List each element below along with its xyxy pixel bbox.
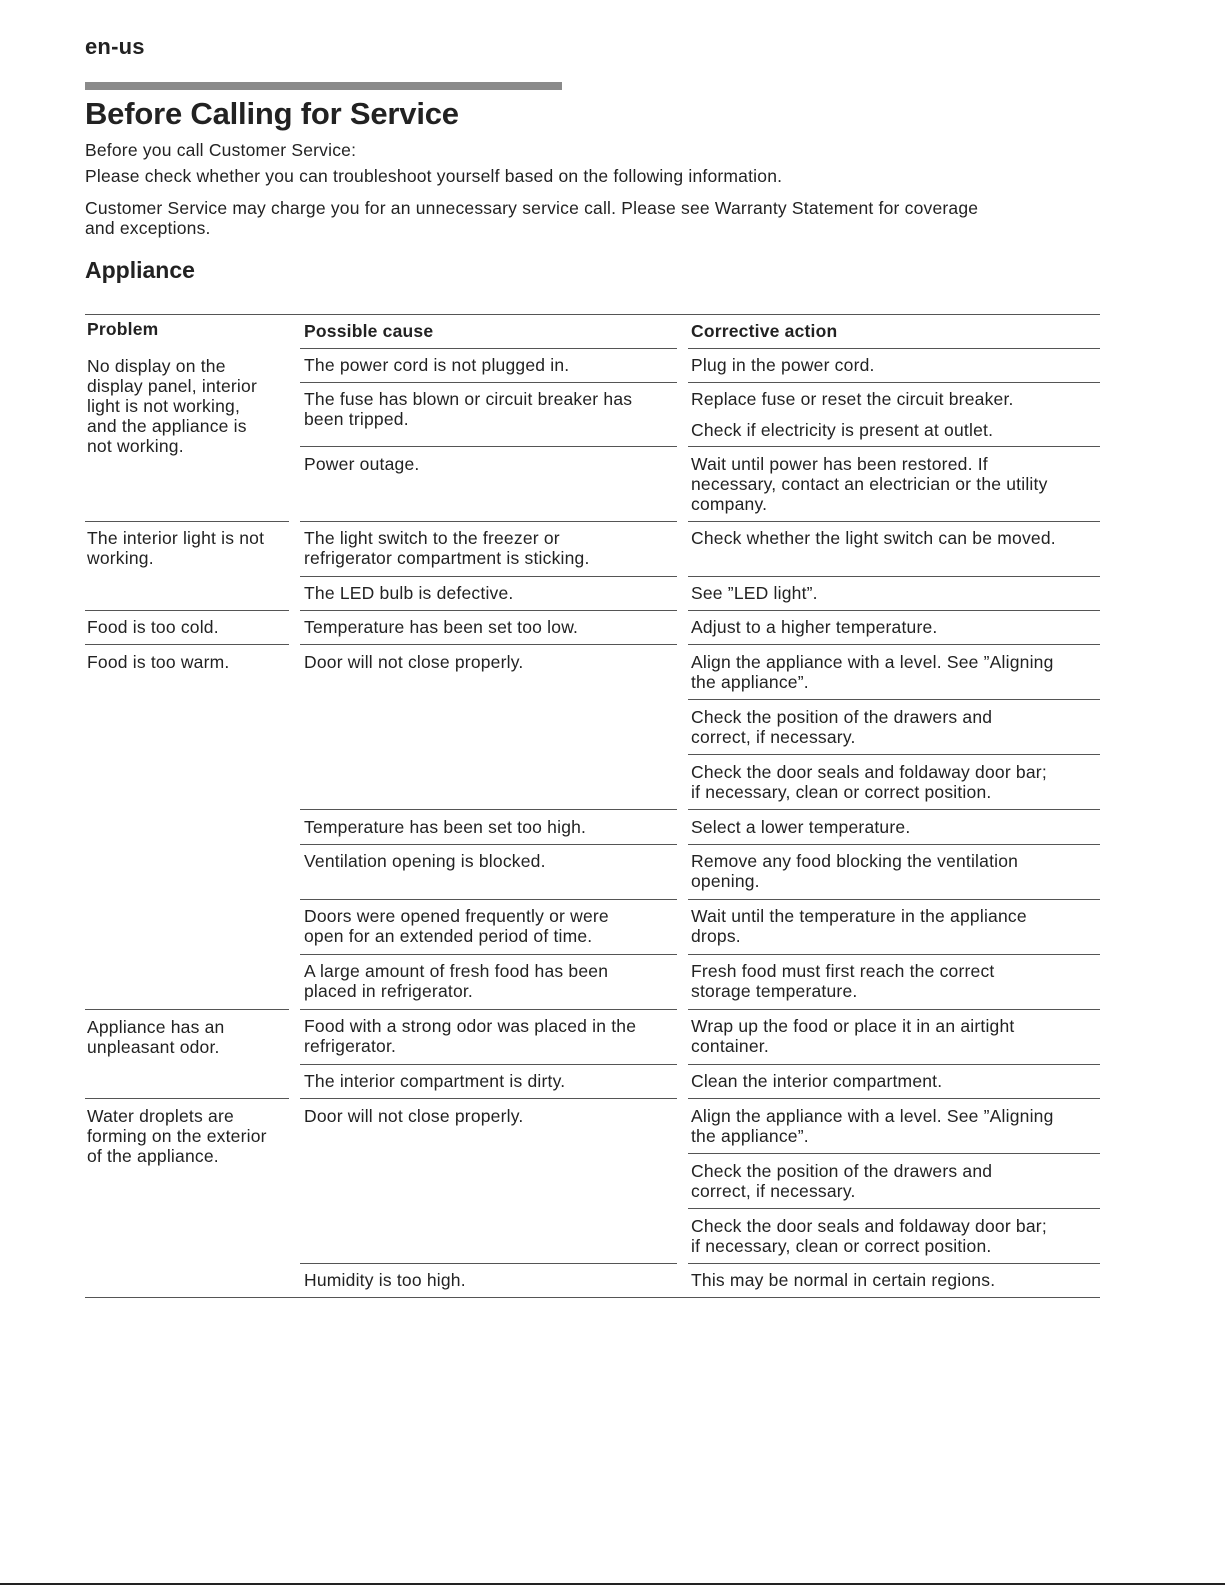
problem-cell: Food is too warm. <box>87 652 230 672</box>
problem-rule <box>85 521 289 522</box>
intro-line-2: Please check whether you can troubleshoot yourself based on the following information. <box>85 166 783 186</box>
action-cell: Fresh food must first reach the correct storage temperature. <box>691 961 995 1001</box>
cause-cell: Power outage. <box>304 454 420 474</box>
action-cell: Check the door seals and foldaway door bar; if necessary, clean or correct position. <box>691 762 1047 802</box>
intro-line-3: Customer Service may charge you for an unnecessary service call. Please see Warranty Statement for coverage and exceptions. <box>85 198 979 238</box>
cause-rule <box>300 1064 677 1065</box>
action-rule <box>688 521 1100 522</box>
page-title: Before Calling for Service <box>85 96 459 131</box>
action-cell: Check the position of the drawers and correct, if necessary. <box>691 707 993 747</box>
action-rule <box>688 576 1100 577</box>
cause-rule <box>300 899 677 900</box>
action-cell: Plug in the power cord. <box>691 355 875 375</box>
cause-rule <box>300 1098 677 1099</box>
cause-cell: Door will not close properly. <box>304 652 524 672</box>
action-rule <box>688 1064 1100 1065</box>
action-rule <box>688 382 1100 383</box>
cause-cell: The fuse has blown or circuit breaker has been tripped. <box>304 389 633 429</box>
action-cell: Wait until power has been restored. If necessary, contact an electrician or the utility company. <box>691 454 1048 514</box>
action-rule <box>688 1098 1100 1099</box>
header-problem: Problem <box>87 319 159 339</box>
action-rule <box>688 1153 1100 1154</box>
action-cell: Adjust to a higher temperature. <box>691 617 938 637</box>
intro-line-1: Before you call Customer Service: <box>85 140 357 160</box>
cause-rule <box>300 644 677 645</box>
action-cell: Check if electricity is present at outlet. <box>691 420 994 440</box>
cause-cell: The interior compartment is dirty. <box>304 1071 566 1091</box>
cause-cell: Temperature has been set too low. <box>304 617 579 637</box>
cause-cell: Door will not close properly. <box>304 1106 524 1126</box>
action-cell: Align the appliance with a level. See ”Aligning the appliance”. <box>691 1106 1054 1146</box>
problem-cell: Water droplets are forming on the exterior of the appliance. <box>87 1106 267 1166</box>
problem-cell: Appliance has an unpleasant odor. <box>87 1017 225 1057</box>
action-cell: Select a lower temperature. <box>691 817 911 837</box>
header-possible-cause: Possible cause <box>304 321 434 341</box>
action-cell: Check whether the light switch can be moved. <box>691 528 1056 548</box>
action-cell: See ”LED light”. <box>691 583 818 603</box>
title-rule <box>85 82 562 90</box>
action-rule <box>688 754 1100 755</box>
cause-cell: The power cord is not plugged in. <box>304 355 570 375</box>
action-cell: Replace fuse or reset the circuit breaker. <box>691 389 1014 409</box>
action-rule <box>688 844 1100 845</box>
cause-rule <box>300 521 677 522</box>
cause-rule <box>300 348 677 349</box>
header-corrective-action: Corrective action <box>691 321 838 341</box>
problem-rule <box>85 644 289 645</box>
cause-rule <box>300 809 677 810</box>
problem-cell: The interior light is not working. <box>87 528 265 568</box>
cause-cell: The LED bulb is defective. <box>304 583 514 603</box>
cause-rule <box>300 446 677 447</box>
cause-cell: Temperature has been set too high. <box>304 817 587 837</box>
action-rule <box>688 809 1100 810</box>
action-cell: Wait until the temperature in the appliance drops. <box>691 906 1027 946</box>
cause-rule <box>300 610 677 611</box>
cause-rule <box>300 1009 677 1010</box>
action-rule <box>688 644 1100 645</box>
section-title: Appliance <box>85 257 195 283</box>
action-rule <box>688 1009 1100 1010</box>
cause-cell: Doors were opened frequently or were open for an extended period of time. <box>304 906 609 946</box>
problem-rule <box>85 1009 289 1010</box>
action-cell: Align the appliance with a level. See ”Aligning the appliance”. <box>691 652 1054 692</box>
action-rule <box>688 1263 1100 1264</box>
table-top-rule <box>85 314 1100 315</box>
cause-rule <box>300 1263 677 1264</box>
problem-rule <box>85 610 289 611</box>
action-cell: Wrap up the food or place it in an airtight container. <box>691 1016 1015 1056</box>
action-cell: Check the door seals and foldaway door bar; if necessary, clean or correct position. <box>691 1216 1047 1256</box>
troubleshooting-table <box>85 314 1101 1298</box>
cause-cell: Ventilation opening is blocked. <box>304 851 546 871</box>
action-rule <box>688 954 1100 955</box>
action-rule <box>688 610 1100 611</box>
action-rule <box>688 1208 1100 1209</box>
action-rule <box>688 899 1100 900</box>
action-cell: This may be normal in certain regions. <box>691 1270 996 1290</box>
action-rule <box>688 348 1100 349</box>
action-rule <box>688 699 1100 700</box>
cause-rule <box>300 844 677 845</box>
problem-cell: Food is too cold. <box>87 617 219 637</box>
problem-cell: No display on the display panel, interior light is not working, and the appliance is not working. <box>87 356 257 456</box>
action-rule <box>688 446 1100 447</box>
problem-rule <box>85 1098 289 1099</box>
action-cell: Clean the interior compartment. <box>691 1071 943 1091</box>
cause-cell: Food with a strong odor was placed in the refrigerator. <box>304 1016 637 1056</box>
cause-cell: A large amount of fresh food has been placed in refrigerator. <box>304 961 609 1001</box>
action-cell: Check the position of the drawers and correct, if necessary. <box>691 1161 993 1201</box>
cause-rule <box>300 954 677 955</box>
cause-cell: Humidity is too high. <box>304 1270 466 1290</box>
cause-rule <box>300 576 677 577</box>
action-cell: Remove any food blocking the ventilation opening. <box>691 851 1019 891</box>
table-bottom-rule <box>85 1297 1100 1298</box>
cause-cell: The light switch to the freezer or refrigerator compartment is sticking. <box>304 528 590 568</box>
language-code: en-us <box>85 34 145 59</box>
cause-rule <box>300 382 677 383</box>
